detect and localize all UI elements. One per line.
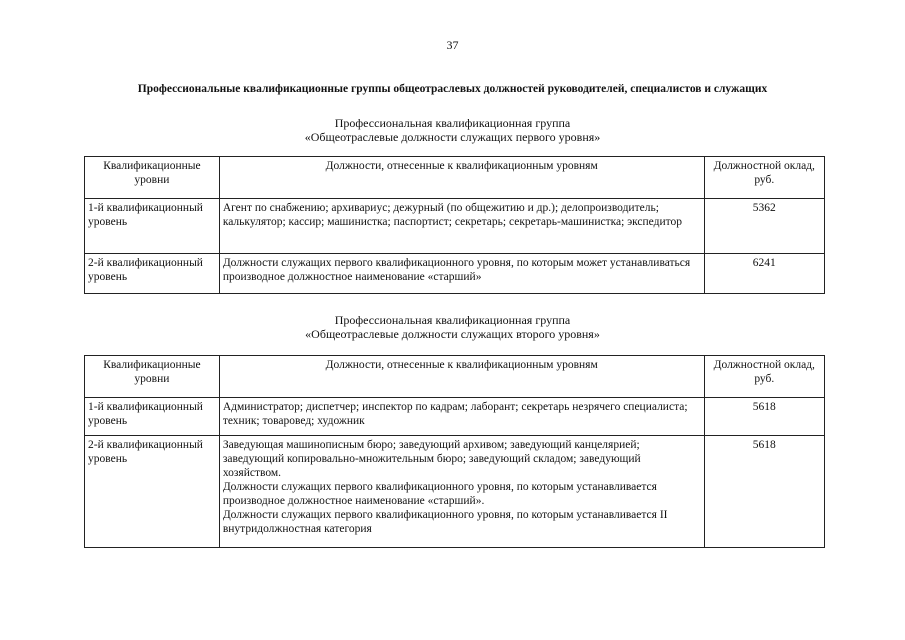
cell-level: 1-й квалификационный уровень: [85, 398, 220, 436]
positions-paragraph: Заведующая машинописным бюро; заведующий архивом; заведующий канцелярией; заведующий копировально-множительным бюро; заведующий складом; заведующий хозяйством.: [222, 439, 641, 479]
header-level: Квалификационные уровни: [85, 157, 220, 199]
header-salary: Должностной оклад, руб.: [704, 157, 824, 199]
group1-title-line2: «Общеотраслевые должности служащих первого уровня»: [304, 130, 601, 144]
table-row: [85, 436, 825, 548]
group1-title-line1: Профессиональная квалификационная группа: [334, 116, 571, 130]
page-number: 37: [446, 38, 459, 52]
group2-title: [0, 313, 905, 341]
table-header-row: [85, 157, 825, 199]
cell-level: 2-й квалификационный уровень: [85, 436, 220, 548]
cell-level: 2-й квалификационный уровень: [85, 254, 220, 294]
cell-positions: Должности служащих первого квалификационного уровня, по которым может устанавливаться производное должностное наименование «старший»: [219, 254, 704, 294]
cell-level: 1-й квалификационный уровень: [85, 199, 220, 254]
cell-positions: [219, 436, 704, 548]
header-salary: Должностной оклад, руб.: [704, 356, 824, 398]
table-header-row: [85, 356, 825, 398]
document-title: Профессиональные квалификационные группы общеотраслевых должностей руководителей, специалистов и служащих: [137, 83, 768, 95]
positions-paragraph: Должности служащих первого квалификационного уровня, по которым устанавливается производное должностное наименование «старший».: [222, 481, 657, 507]
table-row: [85, 398, 825, 436]
cell-salary: 5618: [704, 436, 824, 548]
positions-paragraph: Должности служащих первого квалификационного уровня, по которым устанавливается II внутридолжностная категория: [222, 509, 668, 535]
cell-positions: Агент по снабжению; архивариус; дежурный (по общежитию и др.); делопроизводитель; калькулятор; кассир; машинистка; паспортист; секретарь; секретарь-машинистка; экспедитор: [219, 199, 704, 254]
cell-positions: Администратор; диспетчер; инспектор по кадрам; лаборант; секретарь незрячего специалиста; техник; товаровед; художник: [219, 398, 704, 436]
header-positions: Должности, отнесенные к квалификационным уровням: [219, 157, 704, 199]
group2-title-line1: Профессиональная квалификационная группа: [334, 313, 571, 327]
table-row: [85, 199, 825, 254]
group2-title-line2: «Общеотраслевые должности служащих второго уровня»: [305, 327, 600, 341]
table-row: [85, 254, 825, 294]
group1-table: [84, 156, 825, 294]
cell-salary: 5618: [704, 398, 824, 436]
group1-title: [0, 116, 905, 144]
header-positions: Должности, отнесенные к квалификационным уровням: [219, 356, 704, 398]
cell-salary: 5362: [704, 199, 824, 254]
header-level: Квалификационные уровни: [85, 356, 220, 398]
group2-table: [84, 355, 825, 548]
cell-salary: 6241: [704, 254, 824, 294]
